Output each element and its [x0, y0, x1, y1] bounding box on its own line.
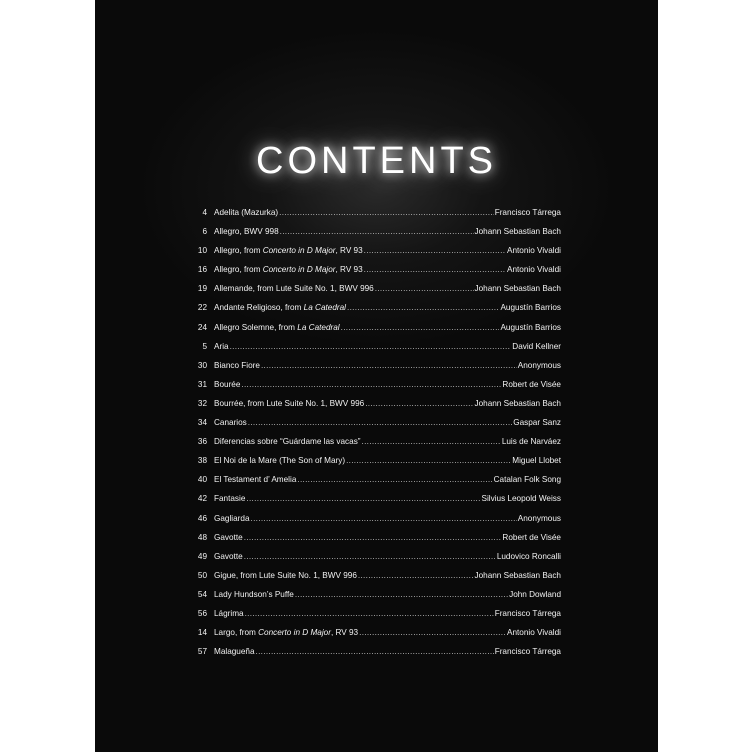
book-page — [95, 0, 658, 752]
dot-leader — [251, 514, 517, 523]
page-number: 48 — [197, 532, 207, 542]
page-number: 16 — [197, 265, 207, 275]
piece-title: Adelita (Mazurka) — [214, 208, 279, 217]
dot-leader — [279, 208, 494, 217]
page-number: 42 — [197, 494, 207, 504]
page-number: 10 — [197, 246, 207, 256]
toc-entry[interactable] — [195, 284, 561, 303]
dot-leader — [256, 647, 494, 656]
page-number: 31 — [197, 379, 207, 389]
toc-entry[interactable] — [195, 399, 561, 418]
piece-title: Diferencias sobre “Guárdame las vacas” — [214, 437, 361, 447]
toc-entry[interactable] — [195, 342, 561, 361]
composer-name: Catalan Folk Song — [493, 475, 561, 485]
page-number: 32 — [197, 398, 207, 408]
piece-title: Allegro, from Concerto in D Major, RV 93 — [214, 265, 363, 275]
piece-title: Fantasie — [214, 494, 246, 504]
page-number: 22 — [197, 303, 207, 313]
dot-leader — [244, 552, 496, 561]
composer-name: Antonio Vivaldi — [506, 628, 561, 638]
composer-name: Johann Sebastian Bach — [474, 284, 561, 294]
piece-title: Aria — [214, 341, 229, 351]
page-number: 4 — [202, 208, 207, 217]
dot-leader — [364, 265, 506, 274]
page-title: CONTENTS — [256, 140, 497, 182]
dot-leader — [246, 494, 480, 503]
composer-name: Francisco Tárrega — [494, 647, 561, 657]
piece-title-italic: La Catedral — [297, 322, 340, 332]
composer-name: Johann Sebastian Bach — [474, 227, 561, 237]
composer-name: Robert de Visée — [502, 532, 561, 542]
composer-name: Francisco Tárrega — [494, 608, 561, 618]
composer-name: Antonio Vivaldi — [506, 246, 561, 256]
toc-entry[interactable] — [195, 552, 561, 571]
toc-entry[interactable] — [195, 208, 561, 227]
dot-leader — [295, 590, 508, 599]
toc-entry[interactable] — [195, 628, 561, 647]
toc-entry[interactable] — [195, 533, 561, 552]
piece-title: Largo, from Concerto in D Major, RV 93 — [214, 628, 359, 638]
toc-entry[interactable] — [195, 227, 561, 246]
toc-entry[interactable] — [195, 514, 561, 533]
dot-leader — [341, 323, 500, 332]
composer-name: Augustín Barrios — [500, 303, 561, 313]
piece-title: Andante Religioso, from La Catedral — [214, 303, 346, 313]
page-number: 46 — [197, 513, 207, 523]
piece-title: Bianco Fiore — [214, 360, 260, 370]
page-number: 50 — [197, 570, 207, 580]
dot-leader — [280, 227, 474, 236]
piece-title: Gigue, from Lute Suite No. 1, BWV 996 — [214, 570, 357, 580]
page-number: 14 — [197, 628, 207, 638]
toc-entry[interactable] — [195, 475, 561, 494]
toc-entry[interactable] — [195, 303, 561, 322]
piece-title: Lágrima — [214, 608, 244, 618]
piece-title: Gavotte — [214, 551, 243, 561]
dot-leader — [347, 303, 499, 312]
dot-leader — [375, 284, 474, 293]
dot-leader — [244, 533, 502, 542]
dot-leader — [230, 342, 512, 351]
dot-leader — [245, 609, 494, 618]
composer-name: Ludovico Roncalli — [496, 551, 561, 561]
page-number: 6 — [202, 227, 207, 237]
dot-leader — [248, 418, 512, 427]
piece-title: Gagliarda — [214, 513, 250, 523]
dot-leader — [358, 571, 474, 580]
page-number: 36 — [197, 437, 207, 447]
dot-leader — [359, 628, 506, 637]
piece-title-italic: La Catedral — [303, 303, 346, 313]
piece-title: Allegro, BWV 998 — [214, 227, 279, 237]
piece-title-italic: Concerto in D Major — [258, 628, 331, 638]
piece-title: El Testament d’ Amelia — [214, 475, 297, 485]
page-number: 54 — [197, 589, 207, 599]
piece-title: Allemande, from Lute Suite No. 1, BWV 996 — [214, 284, 374, 294]
toc-entry[interactable] — [195, 456, 561, 475]
page-number: 49 — [197, 551, 207, 561]
dot-leader — [261, 361, 517, 370]
page-number: 30 — [197, 360, 207, 370]
page-number: 34 — [197, 418, 207, 428]
toc-entry[interactable] — [195, 647, 561, 666]
toc-entry[interactable] — [195, 590, 561, 609]
dot-leader — [365, 399, 473, 408]
dot-leader — [297, 475, 492, 484]
piece-title: Gavotte — [214, 532, 243, 542]
composer-name: Miguel Llobet — [512, 456, 561, 466]
composer-name: Anonymous — [517, 360, 561, 370]
composer-name: Francisco Tárrega — [494, 208, 561, 217]
dot-leader — [364, 246, 506, 255]
composer-name: Gaspar Sanz — [513, 418, 561, 428]
page-number: 24 — [197, 322, 207, 332]
toc-entry[interactable] — [195, 437, 561, 456]
toc-entry[interactable] — [195, 323, 561, 342]
piece-title-italic: Concerto in D Major — [262, 265, 336, 275]
piece-title: Allegro, from Concerto in D Major, RV 93 — [214, 246, 363, 256]
dot-leader — [362, 437, 501, 446]
composer-name: Antonio Vivaldi — [506, 265, 561, 275]
toc-entry[interactable] — [195, 361, 561, 380]
piece-title: Malagueña — [214, 647, 255, 657]
page-number: 5 — [202, 341, 207, 351]
dot-leader — [241, 380, 501, 389]
table-of-contents — [195, 208, 561, 666]
piece-title: Allegro Solemne, from La Catedral — [214, 322, 340, 332]
piece-title-italic: Concerto in D Major — [262, 246, 336, 256]
composer-name: Anonymous — [517, 513, 561, 523]
toc-entry[interactable] — [195, 571, 561, 590]
toc-entry[interactable] — [195, 380, 561, 399]
piece-title: Canarios — [214, 418, 247, 428]
toc-entry[interactable] — [195, 494, 561, 513]
composer-name: Robert de Visée — [502, 379, 561, 389]
page-number: 57 — [197, 647, 207, 657]
composer-name: Augustín Barrios — [500, 322, 561, 332]
toc-entry[interactable] — [195, 609, 561, 628]
toc-entry[interactable] — [195, 246, 561, 265]
composer-name: John Dowland — [509, 589, 561, 599]
dot-leader — [346, 456, 511, 465]
composer-name: Luis de Narváez — [501, 437, 561, 447]
composer-name: Johann Sebastian Bach — [474, 570, 561, 580]
page-number: 38 — [197, 456, 207, 466]
toc-entry[interactable] — [195, 265, 561, 284]
page-number: 40 — [197, 475, 207, 485]
composer-name: Johann Sebastian Bach — [474, 398, 561, 408]
page-number: 56 — [197, 608, 207, 618]
piece-title: Bourée — [214, 379, 241, 389]
page-number: 19 — [197, 284, 207, 294]
piece-title: Bourrée, from Lute Suite No. 1, BWV 996 — [214, 398, 365, 408]
composer-name: David Kellner — [512, 341, 561, 351]
piece-title: El Noi de la Mare (The Son of Mary) — [214, 456, 346, 466]
piece-title: Lady Hundson’s Puffe — [214, 589, 294, 599]
toc-entry[interactable] — [195, 418, 561, 437]
composer-name: Silvius Leopold Weiss — [481, 494, 561, 504]
